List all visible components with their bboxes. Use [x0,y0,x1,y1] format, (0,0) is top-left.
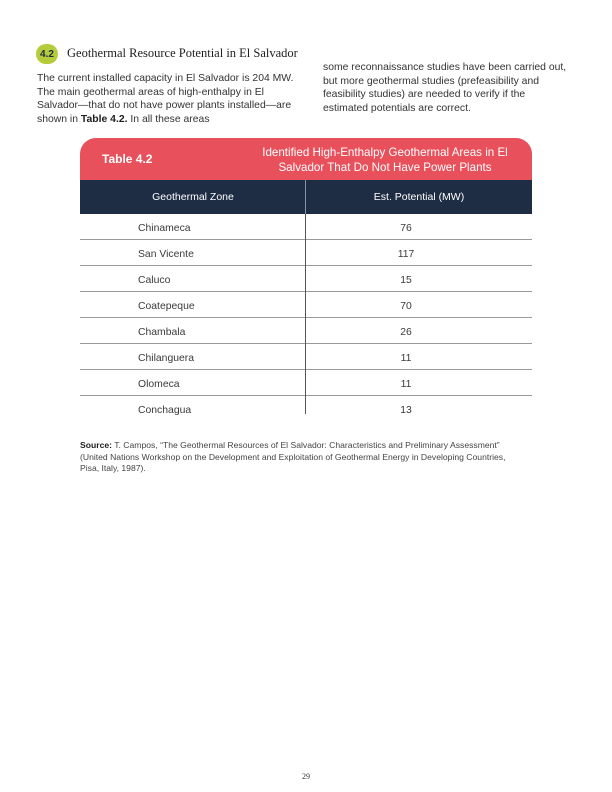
table-row [80,292,532,318]
table-row [80,318,532,344]
body-text-left [37,72,299,126]
potential-cell: 11 [400,353,412,364]
table-row [80,214,532,240]
body-text-left-part2: In all these areas [127,113,210,125]
body-text-right: some reconnaissance studies have been carried out, but more geothermal studies (prefeasibility and feasibility studies) are needed to verify if the estimated potentials are correct. [323,62,567,114]
zone-cell: Chilanguera [138,353,195,364]
potential-cell: 76 [400,223,412,234]
table-vertical-divider [305,214,306,414]
zone-cell: Chinameca [138,223,191,234]
potential-cell: 117 [397,249,415,260]
table-row [80,266,532,292]
table-row [80,396,532,421]
table-body [80,214,532,421]
table-column-header [80,180,532,214]
table-caption: Identified High-Enthalpy Geothermal Areas in El Salvador That Do Not Have Power Plants [262,146,508,174]
potential-cell: 15 [400,275,412,286]
zone-cell: Caluco [138,275,171,286]
potential-cell: 26 [400,327,412,338]
body-text-left-part1: The current installed capacity in El Salvador is 204 MW. The main geothermal areas of high-enthalpy in El Salvador—that do not have power plants installed—are shown in [37,73,294,125]
zone-cell: San Vicente [138,249,194,260]
section-number-badge: 4.2 [36,44,58,64]
table-row [80,344,532,370]
source-label: Source: [80,440,112,450]
zone-cell: Chambala [138,327,186,338]
table-reference: Table 4.2. [80,113,128,125]
table-label: Table 4.2 [102,152,153,166]
column-header-potential: Est. Potential (MW) [373,191,465,203]
table-row [80,240,532,266]
table-header-banner [80,138,532,180]
zone-cell: Olomeca [138,379,180,390]
page-number: 29 [302,772,310,781]
potential-cell: 70 [400,301,412,312]
source-note [80,440,520,475]
zone-cell: Conchagua [138,405,192,416]
table-row [80,370,532,396]
zone-cell: Coatepeque [138,301,195,312]
source-text: T. Campos, “The Geothermal Resources of El Salvador: Characteristics and Preliminary Assessment” (United Nations Workshop on the Development and Exploitation of Geothermal Energy in Developing Countries, Pisa, Italy, 1987). [80,440,506,474]
potential-cell: 11 [400,379,412,390]
column-header-zone: Geothermal Zone [152,191,234,203]
section-title: Geothermal Resource Potential in El Salvador [67,46,298,60]
potential-cell: 13 [400,405,412,416]
